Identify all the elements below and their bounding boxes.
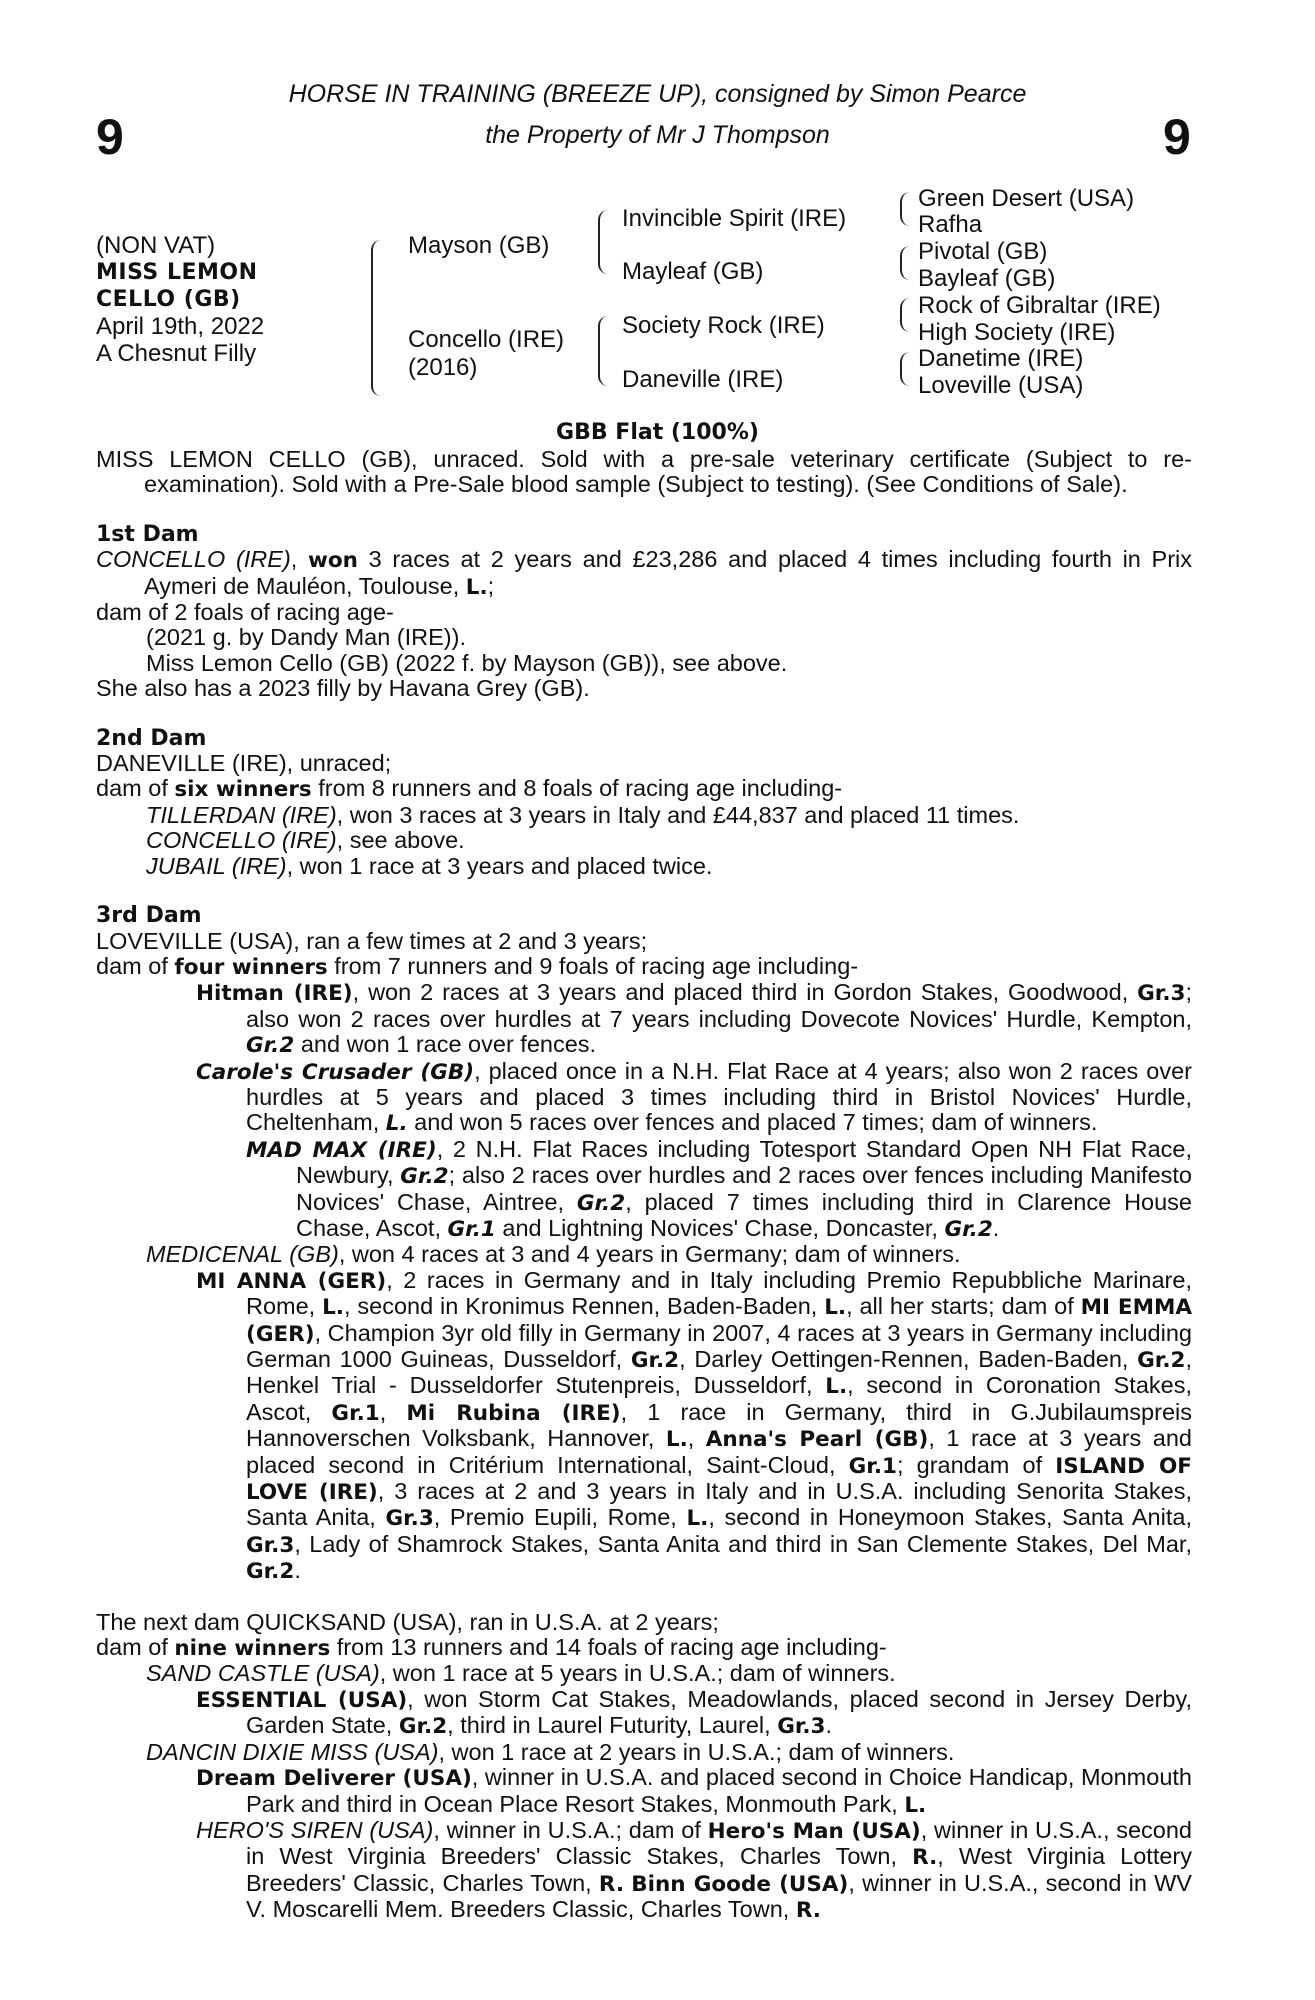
text-run: L. [824, 1295, 847, 1321]
text-run: MI ANNA (GER) [196, 1268, 387, 1294]
text-run: , winner in U.S.A., second in West Virginia Breeders' Classic Stakes, Charles Town, [246, 1816, 1192, 1870]
pedigree-table [0, 180, 1315, 420]
progeny-essential [96, 1687, 1192, 1740]
gg-1: Green Desert (USA) [918, 185, 1135, 212]
text-run: Gr.2 [576, 1190, 626, 1216]
text-run: Gr.3 [1137, 981, 1186, 1007]
progeny-mad-max [96, 1137, 1192, 1243]
sire-dam: Mayleaf (GB) [622, 258, 764, 285]
text-run: and won 1 race over fences. [294, 1031, 597, 1058]
progeny-heros-siren [96, 1818, 1192, 1924]
lot-number-left: 9 [96, 109, 124, 165]
brace-g4 [900, 352, 910, 386]
first-dam-foal-2022: Miss Lemon Cello (GB) (2022 f. by Mayson (GB)), see above. [146, 649, 788, 676]
text-run: 3 races at 2 years and £23,286 and placed 4 times including fourth in Prix Aymeri de Mauléon, Toulouse, [144, 546, 1193, 599]
horse-name-cont: CELLO (GB) [96, 287, 241, 312]
text-run: L. [385, 1111, 408, 1137]
text-run: , won 4 races at 3 and 4 years in Germany; dam of winners. [338, 1241, 961, 1268]
text-run: Gr.1 [447, 1216, 496, 1242]
sire: Mayson (GB) [408, 232, 550, 259]
text-run: TILLERDAN (IRE) [146, 801, 337, 828]
text-run: , won 1 race at 3 years and placed twice. [286, 852, 713, 879]
text-run: , winner in U.S.A., second in WV V. Moscarelli Mem. Breeders Classic, Charles Town, [246, 1869, 1192, 1923]
text-run: , [290, 546, 308, 573]
third-dam-heading: 3rd Dam [96, 903, 202, 929]
gg-3: Pivotal (GB) [918, 238, 1048, 265]
text-run: , winner in U.S.A. and placed second in Choice Handicap, Monmouth Park and third in Ocean Place Resort Stakes, Monmouth Park, [246, 1764, 1192, 1817]
text-run: , Darley Oettingen-Rennen, Baden-Baden, [679, 1346, 1138, 1372]
text-run: , winner in U.S.A.; dam of [433, 1816, 708, 1843]
dam-year: (2016) [408, 354, 478, 381]
text-run: R. [912, 1845, 938, 1871]
gg-7: Danetime (IRE) [918, 345, 1084, 372]
gg-4: Bayleaf (GB) [918, 265, 1056, 292]
text-run: , second in Coronation Stakes, Ascot, [246, 1372, 1192, 1425]
text-run: , 1 race in Germany, third in G.Jubilaumspreis Hannoverschen Volksbank, Hannover, [246, 1398, 1192, 1452]
gg-8: Loveville (USA) [918, 372, 1084, 399]
text-run: ISLAND OF LOVE (IRE) [246, 1453, 1192, 1506]
progeny-caroles-crusader [96, 1059, 1192, 1137]
third-dam-record: LOVEVILLE (USA), ran a few times at 2 and 3 years; [96, 927, 648, 954]
vat-status: (NON VAT) [96, 232, 216, 259]
text-run: , 2 N.H. Flat Races including Totesport Standard Open NH Flat Race, Newbury, [296, 1135, 1193, 1189]
first-dam-record [96, 547, 1192, 600]
text-run: Carole's Crusader (GB) [196, 1059, 475, 1085]
text-run: Gr.3 [385, 1506, 434, 1532]
text-run: , won Storm Cat Stakes, Meadowlands, placed second in Jersey Derby, Garden State, [246, 1685, 1192, 1739]
next-dam-record: The next dam QUICKSAND (USA), ran in U.S.A. at 2 years; [96, 1608, 719, 1635]
text-run: from 8 runners and 8 foals of racing age including- [311, 775, 843, 802]
text-run: , Henkel Trial - Dusseldorfer Stutenpreis, Dusseldorf, [246, 1346, 1192, 1399]
first-dam-heading: 1st Dam [96, 521, 199, 547]
text-run: , [687, 1425, 706, 1452]
second-dam-record: DANEVILLE (IRE), unraced; [96, 750, 392, 777]
text-run: and Lightning Novices' Chase, Doncaster, [495, 1214, 945, 1241]
text-run: , Premio Eupili, Rome, [433, 1504, 687, 1531]
text-run: L. [322, 1295, 344, 1321]
text-run: four winners [174, 954, 328, 980]
text-run: Gr.2 [1137, 1348, 1186, 1373]
text-run: from 13 runners and 14 foals of racing age including- [330, 1634, 887, 1661]
text-run: Gr.2 [944, 1216, 993, 1242]
text-run: Gr.2 [400, 1164, 449, 1190]
text-run: nine winners [174, 1636, 331, 1662]
text-run: JUBAIL (IRE) [146, 852, 287, 879]
text-run: R. [795, 1898, 821, 1924]
progeny-concello [96, 828, 1192, 853]
brace-sire [598, 210, 608, 274]
text-run: , placed 7 times including third in Clarence House Chase, Ascot, [296, 1188, 1192, 1241]
text-run: MEDICENAL (GB) [146, 1241, 339, 1268]
text-run: ; also won 2 races over hurdles at 7 years including Dovecote Novices' Hurdle, Kempton, [246, 979, 1192, 1032]
text-run: , won 1 race at 2 years in U.S.A.; dam of winners. [438, 1738, 955, 1765]
sire-sire: Invincible Spirit (IRE) [622, 205, 847, 232]
progeny-tillerdan [96, 803, 1192, 828]
sale-notes: MISS LEMON CELLO (GB), unraced. Sold with a pre-sale veterinary certificate (Subject to re-examination). Sold with a Pre-Sale blood sample (Subject to testing). (See Conditions of Sale). [96, 446, 1192, 498]
text-run: Gr.2 [246, 1033, 295, 1059]
text-run: Mi Rubina (IRE) [406, 1400, 621, 1426]
text-run: Dream Deliverer (USA) [196, 1766, 472, 1792]
text-run: , see above. [336, 827, 465, 854]
text-run: . [992, 1214, 1000, 1241]
text-run: DANCIN DIXIE MISS (USA) [146, 1738, 439, 1765]
text-run: L. [825, 1374, 848, 1400]
text-run: Gr.2 [630, 1348, 680, 1373]
text-run: Anna's Pearl (GB) [705, 1427, 929, 1453]
text-run: six winners [174, 777, 312, 803]
text-run: MAD MAX (IRE) [246, 1137, 437, 1163]
text-run: and won 5 races over fences and placed 7 times; dam of winners. [407, 1109, 1098, 1136]
text-run: CONCELLO (IRE) [96, 546, 291, 573]
progeny-jubail [96, 854, 1192, 879]
text-run: L. [465, 574, 488, 600]
text-run: . [825, 1712, 833, 1739]
text-run: , second in Kronimus Rennen, Baden-Baden, [343, 1293, 825, 1320]
text-run: . [294, 1557, 301, 1584]
text-run: , won 3 races at 3 years in Italy and £44,837 and placed 11 times. [336, 801, 1020, 828]
text-run: ; [487, 572, 495, 599]
property-line: the Property of Mr J Thompson [485, 121, 830, 149]
text-run: Gr.2 [398, 1714, 448, 1740]
text-run: , West Virginia Lottery Breeders' Classic, Charles Town, [246, 1843, 1192, 1896]
text-run: Gr.3 [246, 1532, 295, 1558]
text-run: Gr.2 [246, 1559, 295, 1585]
third-dam-progeny-summary [96, 954, 1192, 980]
progeny-sand-castle [96, 1661, 1192, 1686]
progeny-hitman [96, 980, 1192, 1058]
text-run: Gr.3 [777, 1714, 826, 1740]
catalogue-body [96, 447, 1192, 1924]
next-dam-progeny-summary [96, 1635, 1192, 1661]
progeny-mi-anna [96, 1268, 1192, 1585]
text-run: L. [904, 1792, 927, 1818]
first-dam-foals: dam of 2 foals of racing age- [96, 599, 394, 626]
foaling-date: April 19th, 2022 [96, 313, 265, 340]
text-run: , Champion 3yr old filly in Germany in 2007, 4 races at 3 years in Germany including German 1000 Guineas, Dusseldorf, [246, 1319, 1192, 1372]
text-run: , 3 races at 2 and 3 years in Italy and in U.S.A. including Senorita Stakes, Santa Anita, [246, 1478, 1192, 1531]
text-run: , third in Laurel Futurity, Laurel, [447, 1712, 778, 1739]
text-run: R. [598, 1871, 625, 1897]
text-run: Binn Goode (USA) [631, 1871, 849, 1897]
text-run: , 2 races in Germany and in Italy including Premio Repubbliche Marinare, Rome, [246, 1266, 1192, 1320]
brace-parents [371, 240, 383, 396]
text-run: Gr.1 [331, 1400, 380, 1426]
text-run: , won 2 races at 3 years and placed third in Gordon Stakes, Goodwood, [352, 979, 1138, 1006]
text-run: dam of [96, 775, 175, 802]
text-run: Gr.1 [848, 1453, 897, 1479]
text-run: ; grandam of [896, 1451, 1056, 1478]
gg-6: High Society (IRE) [918, 319, 1116, 346]
text-run: HERO'S SIREN (USA) [196, 1816, 434, 1843]
text-run: SAND CASTLE (USA) [146, 1660, 380, 1687]
first-dam-foal-2021: (2021 g. by Dandy Man (IRE)). [146, 624, 466, 651]
dam-dam: Daneville (IRE) [622, 366, 784, 393]
text-run: ; also 2 races over hurdles and 2 races over fences including Manifesto Novices' Chase, Aintree, [296, 1162, 1193, 1215]
progeny-dancin-dixie-miss [96, 1740, 1192, 1765]
horse-block [96, 232, 264, 367]
text-run: Hitman (IRE) [196, 981, 353, 1007]
horse-description: A Chesnut Filly [96, 340, 257, 367]
brace-dam [598, 316, 608, 386]
dam-sire: Society Rock (IRE) [622, 312, 825, 339]
text-run: , won 1 race at 5 years in U.S.A.; dam of winners. [379, 1660, 896, 1687]
text-run: dam of [96, 1634, 175, 1661]
text-run: dam of [96, 952, 175, 979]
text-run: L. [686, 1506, 709, 1532]
horse-name: MISS LEMON [96, 260, 258, 285]
gg-5: Rock of Gibraltar (IRE) [918, 292, 1161, 319]
consignor-line: HORSE IN TRAINING (BREEZE UP), consigned by Simon Pearce [288, 80, 1027, 108]
text-run: CONCELLO (IRE) [146, 827, 337, 854]
gg-2: Rafha [918, 211, 983, 238]
brace-g2 [900, 246, 910, 280]
text-run: , second in Honeymoon Stakes, Santa Anita, [708, 1504, 1192, 1531]
text-run: , 1 race at 3 years and placed second in Critérium International, Saint-Cloud, [246, 1425, 1192, 1478]
dam: Concello (IRE) [408, 326, 565, 353]
second-dam-heading: 2nd Dam [96, 725, 207, 751]
text-run: , placed once in a N.H. Flat Race at 4 years; also won 2 races over hurdles at 5 years and placed 3 times including third in Bristol Novices' Hurdle, Cheltenham, [246, 1057, 1192, 1136]
text-run: MI EMMA (GER) [246, 1295, 1193, 1347]
progeny-dream-deliverer [96, 1765, 1192, 1818]
lot-number-right: 9 [1163, 109, 1191, 165]
brace-g3 [900, 298, 910, 332]
text-run: L. [665, 1427, 688, 1453]
text-run: , Lady of Shamrock Stakes, Santa Anita and third in San Clemente Stakes, Del Mar, [294, 1530, 1192, 1557]
text-run: Hero's Man (USA) [707, 1818, 921, 1844]
text-run: ESSENTIAL (USA) [196, 1687, 408, 1713]
text-run: , [379, 1398, 407, 1425]
progeny-medicenal [96, 1242, 1192, 1267]
text-run: , all her starts; dam of [846, 1293, 1081, 1320]
gbb-status: GBB Flat (100%) [556, 420, 759, 445]
second-dam-progeny-summary [96, 776, 1192, 802]
text-run: won [307, 548, 358, 574]
text-run: from 7 runners and 9 foals of racing age including- [327, 952, 859, 979]
brace-g1 [900, 192, 910, 226]
first-dam-2023-filly: She also has a 2023 filly by Havana Grey (GB). [96, 675, 590, 702]
